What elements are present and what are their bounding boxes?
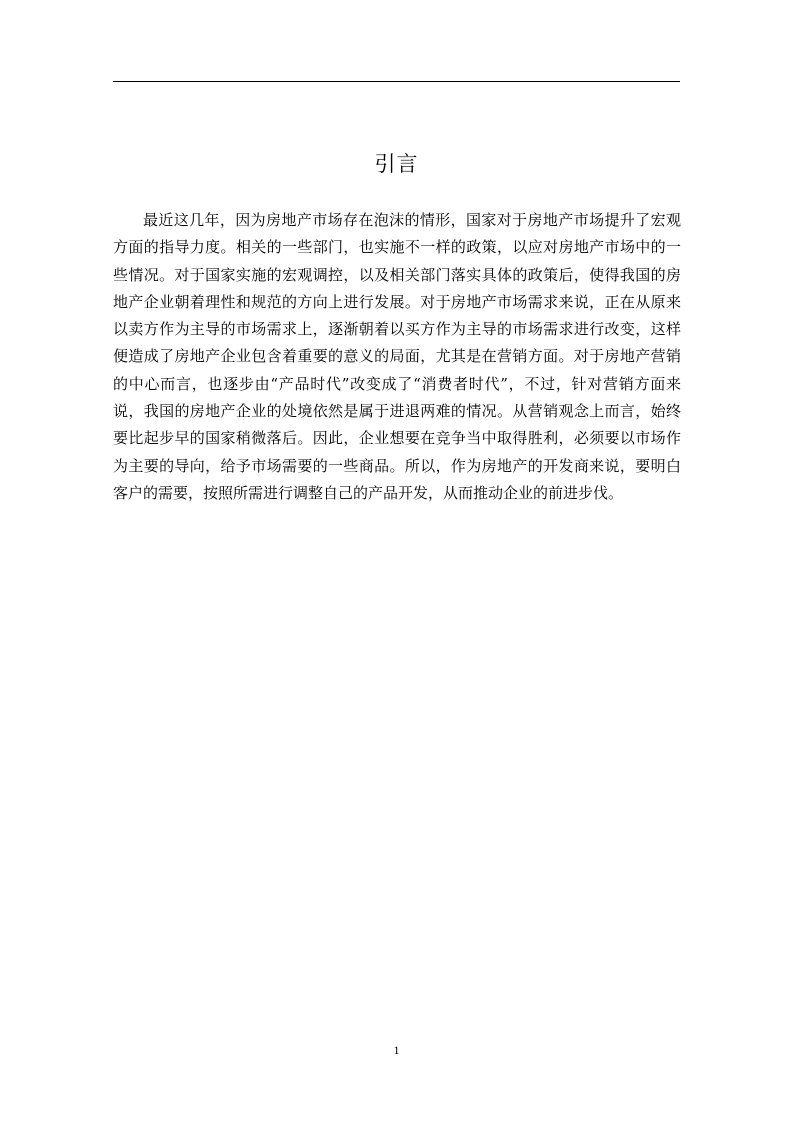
page-number: 1 (393, 1043, 400, 1057)
section-title: 引言 (374, 152, 419, 176)
header-rule (113, 81, 680, 82)
body-paragraph: 最近这几年，因为房地产市场存在泡沫的情形，国家对于房地产市场提升了宏观方面的指导力度。相关的一些部门，也实施不一样的政策，以应对房地产市场中的一些情况。对于国家实施的宏观调控，以及相关部门落实具体的政策后，使得我国的房地产企业朝着理性和规范的方向上进行发展。对于房地产市场需求来说，正在从原来以卖方作为主导的市场需求上，逐渐朝着以买方作为主导的市场需求进行改变，这样便造成了房地产企业包含着重要的意义的局面，尤其是在营销方面。对于房地产营销的中心而言，也逐步由“产品时代”改变成了“消费者时代”，不过，针对营销方面来说，我国的房地产企业的处境依然是属于进退两难的情况。从营销观念上而言，始终要比起步早的国家稍微落后。因此，企业想要在竞争当中取得胜利，必须要以市场作为主要的导向，给予市场需要的一些商品。所以，作为房地产的开发商来说，要明白客户的需要，按照所需进行调整自己的产品开发，从而推动企业的前进步伐。 (113, 211, 681, 502)
